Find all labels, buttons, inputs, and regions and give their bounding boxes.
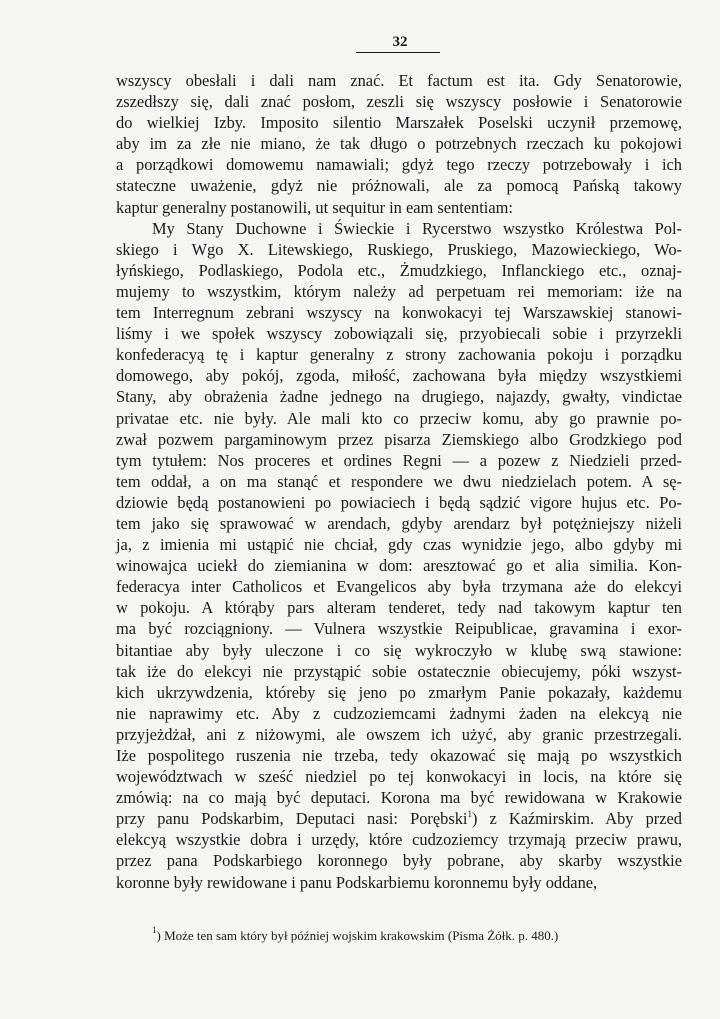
- text-line: [116, 323, 682, 344]
- text-line: [116, 429, 682, 450]
- text-line: [116, 197, 682, 218]
- line-text: zmówią: na co mają być deputaci. Korona ma być rewidowana w Krakowie: [116, 788, 682, 808]
- line-text: tem oddał, a on ma stanąć et respondere we dwu niedzielach potem. A sę-: [116, 471, 682, 491]
- text-line: [116, 386, 682, 407]
- text-line: [116, 260, 682, 281]
- line-text: My Stany Duchowne i Świeckie i Rycerstwo wszystko Królestwa Pol-: [152, 218, 682, 238]
- footnote-reference: 1: [467, 809, 472, 820]
- text-line: [116, 154, 682, 175]
- text-line: [116, 640, 682, 661]
- text-line: [116, 576, 682, 597]
- text-line: [116, 218, 682, 239]
- text-line: [116, 112, 682, 133]
- line-text: mujemy to wszystkim, którym należy ad perpetuam rei memoriam: iże na: [116, 281, 682, 301]
- text-line: [116, 703, 682, 724]
- text-line: [116, 829, 682, 850]
- line-text: tem Interregnum zebrani wszyscy na konwokacyi tej Warszawskiej stanowi-: [116, 303, 682, 323]
- line-text: dziowie będą postanowieni po powiaciech i będą sądzić vigore hujus etc. Po-: [116, 492, 682, 512]
- line-text: Iże pospolitego ruszenia nie trzeba, tedy okazować się mają po wszystkich: [116, 746, 682, 765]
- line-text: Stany, aby obrażenia żadne jednego na drugiego, najazdy, gwałty, vindictae: [116, 387, 682, 407]
- text-line: [116, 408, 682, 429]
- text-line: [116, 471, 682, 492]
- text-line: [116, 872, 682, 893]
- footnote-text: ) Może ten sam który był później wojskim krakowskim (Pisma Żółk. p. 480.): [156, 928, 559, 943]
- line-text: kaptur generalny postanowili, ut sequitur in eam sententiam:: [116, 197, 513, 217]
- line-text: federacya inter Catholicos et Evangelicos aby była trzymana aże do elekcyi: [116, 577, 682, 597]
- line-text: winowajca uciekł do ziemianina w dom: aresztować go et alia similia. Kon-: [116, 556, 682, 576]
- line-text: tak iże do elekcyi nie przystąpić sobie ostatecznie obiecujemy, póki wszyst-: [116, 661, 682, 681]
- footnote: [152, 925, 672, 944]
- line-text: a porządkowi domowemu namawiali; gdyż tego rzeczy potrzebowały i ich: [116, 155, 682, 175]
- line-text: domowego, aby pokój, zgoda, miłość, zachowana była między wszystkiemi: [116, 366, 682, 386]
- text-line: [116, 808, 682, 829]
- text-line: [116, 597, 682, 618]
- line-text: bitantiae aby były uleczone i co się wykroczyło w klubę swą stawione:: [116, 640, 682, 660]
- text-line: [116, 745, 682, 766]
- line-text: przyjeżdżał, ani z niżowymi, ale owszem ich użyć, aby granic przestrzegali.: [116, 724, 682, 744]
- footnote-marker: 1: [152, 925, 157, 935]
- line-text: stateczne uważenie, gdyż nie próżnowali, ale za pomocą Pańską takowy: [116, 176, 682, 196]
- line-text: kich ukrzywdzenia, któreby się jeno po zmarłym Panie pokazały, każdemu: [116, 682, 682, 702]
- text-line: [116, 281, 682, 302]
- line-text: ja, z imienia mi ustąpić nie chciał, gdy czas wynidzie jego, albo gdyby mi: [116, 535, 682, 555]
- text-line: [116, 91, 682, 112]
- text-line: [116, 70, 682, 91]
- text-line: [116, 365, 682, 386]
- text-line: [116, 724, 682, 745]
- text-line: [116, 682, 682, 703]
- text-line: [116, 766, 682, 787]
- body-text: [116, 70, 682, 893]
- text-line: [116, 534, 682, 555]
- line-text: nie naprawimy etc. Aby z cudzoziemcami żadnymi żaden na elekcyą nie: [116, 703, 682, 723]
- line-text: aby im za złe nie miano, że tak długo o potrzebnych rzeczach ku pokojowi: [116, 134, 682, 154]
- text-line: [116, 850, 682, 871]
- line-text: ma być rozciągniony. — Vulnera wszystkie Reipublicae, gravamina i exor-: [116, 619, 682, 639]
- line-text: koronne były rewidowane i panu Podskarbiemu koronnemu były oddane,: [116, 872, 598, 892]
- text-line: [116, 302, 682, 323]
- line-text: województwach w sześć niedziel po tej konwokacyi in locis, na które się: [116, 767, 682, 787]
- line-text: tym tytułem: Nos proceres et ordines Regni — a pozew z Niedzieli przed-: [116, 450, 682, 470]
- text-line: [116, 239, 682, 260]
- line-text: zszedłszy się, dali znać posłom, zeszli się wszyscy posłowie i Senatorowie: [116, 92, 682, 112]
- text-line: [116, 661, 682, 682]
- text-line: [116, 555, 682, 576]
- text-line: [116, 492, 682, 513]
- text-line: [116, 450, 682, 471]
- line-text-continued: ) z Kaźmirskim. Aby przed: [471, 809, 682, 829]
- text-line: [116, 175, 682, 196]
- line-text: w pokoju. A którąby pars alteram tenderet, tedy nad takowym kaptur ten: [116, 598, 682, 618]
- line-text: do wielkiej Izby. Imposito silentio Marszałek Poselski uczynił przemowę,: [116, 113, 682, 133]
- line-text: wszyscy obesłali i dali nam znać. Et factum est ita. Gdy Senatorowie,: [116, 71, 682, 90]
- page-number: 32: [392, 34, 408, 50]
- line-text: elekcyą wszystkie dobra i urzędy, które cudzoziemcy trzymają przeciw prawu,: [116, 830, 682, 850]
- line-text: skiego i Wgo X. Litewskiego, Ruskiego, Pruskiego, Mazowieckiego, Wo-: [116, 239, 682, 259]
- line-text: przy panu Podskarbim, Deputaci nasi: Porębski: [116, 809, 468, 829]
- line-text: przez pana Podskarbiego koronnego były pobrane, aby skarby wszystkie: [116, 851, 682, 871]
- text-line: [116, 787, 682, 808]
- line-text: liśmy i we społek wszyscy zobowiązali się, przyobiecali sobie i przyrzekli: [116, 324, 682, 344]
- line-text: privatae etc. nie były. Ale mali kto co przeciw komu, aby go prawnie po-: [116, 408, 682, 428]
- text-line: [116, 513, 682, 534]
- line-text: konfederacyą tę i kaptur generalny z strony zachowania pokoju i porządku: [116, 345, 682, 365]
- line-text: tem jako się sprawować w arendach, gdyby arendarz był potężniejszy niżeli: [116, 513, 682, 533]
- line-text: zwał pozwem pargaminowym przez pisarza Ziemskiego albo Grodzkiego pod: [116, 429, 682, 449]
- page-number-rule: [356, 52, 440, 53]
- text-line: [116, 618, 682, 639]
- text-line: [116, 133, 682, 154]
- line-text: łyńskiego, Podlaskiego, Podola etc., Żmudzkiego, Inflanckiego etc., oznaj-: [116, 260, 682, 280]
- text-line: [116, 344, 682, 365]
